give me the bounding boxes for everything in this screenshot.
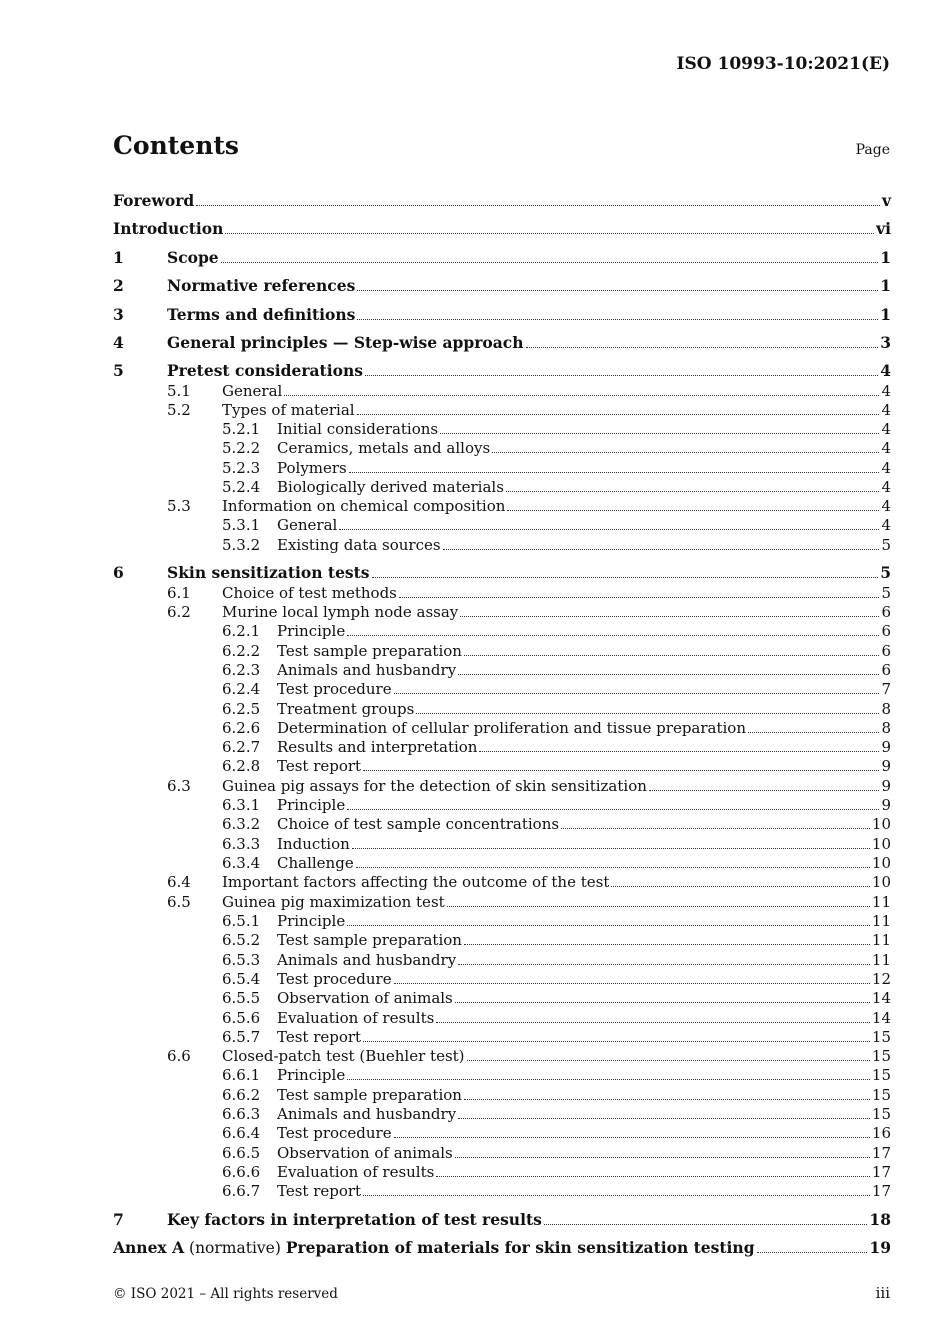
page-column-label: Page [855, 142, 890, 158]
toc-entry[interactable] [113, 603, 891, 621]
toc-entry-page: 14 [871, 989, 891, 1007]
dot-leader [464, 654, 880, 656]
toc-entry[interactable] [113, 1163, 891, 1181]
dot-leader [363, 769, 879, 771]
toc-entry[interactable] [113, 738, 891, 756]
dot-leader [748, 731, 879, 733]
dot-leader [458, 1117, 870, 1119]
toc-entry-page: 10 [871, 873, 891, 891]
dot-leader [196, 204, 880, 206]
toc-entry-number: 5.1 [167, 382, 191, 400]
toc-entry-number: 6.6 [167, 1047, 191, 1065]
toc-entry[interactable] [113, 1211, 891, 1229]
toc-entry-page: 8 [881, 719, 891, 737]
toc-entry[interactable] [113, 661, 891, 679]
toc-entry-title: Animals and husbandry [277, 1105, 457, 1123]
toc-entry-number: 5.2.3 [222, 459, 261, 477]
annex-title: Preparation of materials for skin sensitization testing [285, 1239, 755, 1257]
toc-entry-number: 6.6.2 [222, 1086, 261, 1104]
toc-entry[interactable] [113, 220, 891, 238]
dot-leader [507, 509, 879, 511]
toc-entry[interactable] [113, 893, 891, 911]
toc-entry[interactable] [113, 536, 891, 554]
toc-entry[interactable] [113, 277, 891, 295]
toc-entry-number: 6.5 [167, 893, 191, 911]
toc-entry-page: 4 [881, 478, 891, 496]
toc-entry-page: 15 [871, 1066, 891, 1084]
dot-leader [356, 866, 870, 868]
dot-leader [506, 490, 880, 492]
toc-entry-number: 6.6.3 [222, 1105, 261, 1123]
toc-entry[interactable] [113, 757, 891, 775]
toc-entry-page: 11 [871, 893, 891, 911]
toc-entry[interactable] [113, 1182, 891, 1200]
dot-leader [561, 827, 870, 829]
dot-leader [455, 1156, 870, 1158]
toc-entry-title: Skin sensitization tests [167, 564, 370, 582]
toc-entry[interactable] [113, 642, 891, 660]
toc-entry-page: 4 [881, 420, 891, 438]
dot-leader [284, 394, 879, 396]
toc-entry-title: Observation of animals [277, 1144, 453, 1162]
toc-entry[interactable] [113, 622, 891, 640]
dot-leader [221, 261, 879, 263]
toc-entry-page: 4 [881, 439, 891, 457]
toc-entry-title: Principle [277, 622, 346, 640]
toc-entry[interactable] [113, 873, 891, 891]
toc-entry-title: Results and interpretation [277, 738, 478, 756]
toc-entry-page: 1 [880, 248, 891, 267]
toc-entry[interactable] [113, 1066, 891, 1084]
dot-leader [394, 982, 870, 984]
toc-entry-title: Closed-patch test (Buehler test) [222, 1047, 465, 1065]
toc-entry-number: 6.2.5 [222, 700, 261, 718]
dot-leader [458, 673, 879, 675]
toc-entry-number: 2 [113, 276, 124, 295]
toc-entry-title: Important factors affecting the outcome of the test [222, 873, 610, 891]
toc-entry[interactable] [113, 777, 891, 795]
toc-entry-title: Terms and definitions [167, 306, 356, 324]
toc-entry-title: Animals and husbandry [277, 661, 457, 679]
dot-leader [394, 692, 880, 694]
toc-entry-number: 6.2.7 [222, 738, 261, 756]
toc-entry[interactable] [113, 1124, 891, 1142]
toc-entry[interactable] [113, 815, 891, 833]
toc-entry[interactable] [113, 192, 891, 210]
toc-entry[interactable] [113, 1009, 891, 1027]
toc-entry-title: Biologically derived materials [277, 478, 504, 496]
toc-entry-title [113, 1239, 755, 1257]
page-title: Contents [113, 131, 240, 160]
toc-entry[interactable] [113, 362, 891, 380]
toc-entry-title: Test procedure [277, 680, 392, 698]
toc-entry-page: v [881, 191, 891, 210]
toc-entry-number: 6.2.3 [222, 661, 261, 679]
toc-entry-page: 17 [871, 1144, 891, 1162]
toc-entry-number: 6.5.6 [222, 1009, 261, 1027]
toc-entry-number: 6.3.3 [222, 835, 261, 853]
toc-entry-page: 10 [871, 815, 891, 833]
dot-leader [611, 885, 870, 887]
toc-entry[interactable] [113, 478, 891, 496]
toc-entry[interactable] [113, 401, 891, 419]
toc-entry-page: 4 [881, 459, 891, 477]
toc-entry-number: 6.2.4 [222, 680, 261, 698]
toc-entry-page: 4 [880, 361, 891, 380]
toc-entry-title: General principles — Step-wise approach [167, 334, 524, 352]
toc-entry-page: 16 [871, 1124, 891, 1142]
dot-leader [399, 596, 880, 598]
dot-leader [349, 471, 880, 473]
toc-entry-number: 5.2.2 [222, 439, 261, 457]
dot-leader [492, 451, 879, 453]
toc-entry[interactable] [113, 439, 891, 457]
toc-entry[interactable] [113, 1047, 891, 1065]
toc-entry-number: 6.4 [167, 873, 191, 891]
toc-entry-title: Evaluation of results [277, 1009, 435, 1027]
toc-entry[interactable] [113, 1105, 891, 1123]
toc-entry-page: 11 [871, 912, 891, 930]
toc-entry-title: Induction [277, 835, 350, 853]
toc-entry-page: 9 [881, 796, 891, 814]
toc-entry-page: 6 [881, 603, 891, 621]
toc-entry[interactable] [113, 951, 891, 969]
toc-entry-page: 17 [871, 1163, 891, 1181]
toc-entry-number: 4 [113, 333, 124, 352]
toc-entry[interactable] [113, 700, 891, 718]
toc-entry-number: 6 [113, 563, 124, 582]
toc-entry-page: 4 [881, 516, 891, 534]
toc-entry-title: General [277, 516, 338, 534]
toc-entry-page: 1 [880, 305, 891, 324]
toc-entry[interactable] [113, 516, 891, 534]
toc-entry-number: 6.3.2 [222, 815, 261, 833]
document-id: ISO 10993-10:2021(E) [676, 54, 890, 74]
dot-leader [225, 232, 874, 234]
toc-entry-number: 6.3.1 [222, 796, 261, 814]
toc-entry-title: Test report [277, 1182, 362, 1200]
toc-entry-page: 9 [881, 777, 891, 795]
toc-entry-title: Existing data sources [277, 536, 441, 554]
toc-entry-page: 11 [871, 931, 891, 949]
toc-entry-title: Information on chemical composition [222, 497, 506, 515]
toc-entry-page: 17 [871, 1182, 891, 1200]
toc-entry-page: 15 [871, 1086, 891, 1104]
toc-entry-number: 6.6.5 [222, 1144, 261, 1162]
toc-entry-page: 19 [869, 1238, 891, 1257]
toc-entry-number: 1 [113, 248, 124, 267]
toc-entry-title: Treatment groups [277, 700, 415, 718]
toc-entry-page: 4 [881, 401, 891, 419]
toc-entry-number: 6.6.6 [222, 1163, 261, 1181]
toc-entry-title: Polymers [277, 459, 347, 477]
toc-entry-number: 6.6.1 [222, 1066, 261, 1084]
toc-entry-number: 6.5.2 [222, 931, 261, 949]
toc-entry-title: Determination of cellular proliferation and tissue preparation [277, 719, 746, 737]
toc-entry-page: 4 [881, 382, 891, 400]
toc-entry-page: 9 [881, 738, 891, 756]
toc-entry-page: 15 [871, 1028, 891, 1046]
dot-leader [649, 789, 880, 791]
toc-entry-title: Evaluation of results [277, 1163, 435, 1181]
dot-leader [436, 1175, 870, 1177]
toc-entry-number: 5.3 [167, 497, 191, 515]
toc-entry-title: Test report [277, 757, 362, 775]
toc-entry-page: 5 [881, 536, 891, 554]
toc-entry-title: Test sample preparation [277, 642, 462, 660]
toc-entry[interactable] [113, 719, 891, 737]
toc-entry[interactable] [113, 989, 891, 1007]
toc-entry[interactable] [113, 1086, 891, 1104]
dot-leader [455, 1001, 870, 1003]
toc-entry-page: 10 [871, 854, 891, 872]
toc-entry[interactable] [113, 306, 891, 324]
dot-leader [347, 924, 870, 926]
dot-leader [467, 1059, 870, 1061]
toc-entry[interactable] [113, 564, 891, 582]
toc-entry-title: Normative references [167, 277, 356, 295]
toc-entry-number: 6.1 [167, 584, 191, 602]
dot-leader [443, 548, 880, 550]
toc-entry-page: 4 [881, 497, 891, 515]
toc-entry-number: 7 [113, 1210, 124, 1229]
toc-entry-title: Pretest considerations [167, 362, 363, 380]
toc-entry-page: 6 [881, 661, 891, 679]
toc-entry-page: 5 [880, 563, 891, 582]
toc-entry-title: Principle [277, 796, 346, 814]
dot-leader [365, 374, 878, 376]
dot-leader [464, 943, 870, 945]
toc-entry-number: 6.3 [167, 777, 191, 795]
annex-type: (normative) [184, 1239, 286, 1257]
dot-leader [363, 1040, 870, 1042]
toc-entry-title: Principle [277, 1066, 346, 1084]
toc-entry-page: 11 [871, 951, 891, 969]
dot-leader [460, 615, 879, 617]
dot-leader [347, 1078, 870, 1080]
toc-entry-page: 10 [871, 835, 891, 853]
dot-leader [416, 712, 879, 714]
dot-leader [357, 413, 880, 415]
toc-entry-page: 8 [881, 700, 891, 718]
copyright-notice: © ISO 2021 – All rights reserved [113, 1286, 338, 1302]
toc-entry-number: 6.2.6 [222, 719, 261, 737]
dot-leader [464, 1098, 870, 1100]
toc-entry-number: 6.5.7 [222, 1028, 261, 1046]
toc-entry-page: 18 [869, 1210, 891, 1229]
toc-entry-number: 5.3.1 [222, 516, 261, 534]
toc-entry-number: 6.2 [167, 603, 191, 621]
toc-entry[interactable] [113, 854, 891, 872]
toc-entry[interactable] [113, 420, 891, 438]
toc-entry-number: 6.2.2 [222, 642, 261, 660]
annex-label: Annex A [113, 1239, 185, 1257]
toc-entry-number: 3 [113, 305, 124, 324]
toc-entry-title: Ceramics, metals and alloys [277, 439, 491, 457]
toc-entry-title: Guinea pig assays for the detection of skin sensitization [222, 777, 647, 795]
toc-entry-title: Test sample preparation [277, 1086, 462, 1104]
toc-entry-number: 6.5.3 [222, 951, 261, 969]
toc-entry-title: Observation of animals [277, 989, 453, 1007]
toc-entry[interactable] [113, 249, 891, 267]
dot-leader [339, 528, 879, 530]
toc-entry-number: 6.6.4 [222, 1124, 261, 1142]
toc-entry-title: Foreword [113, 192, 195, 210]
dot-leader [479, 750, 879, 752]
toc-entry[interactable] [113, 796, 891, 814]
page-number: iii [875, 1284, 890, 1302]
dot-leader [357, 318, 878, 320]
toc-entry-page: 6 [881, 642, 891, 660]
toc-entry[interactable] [113, 497, 891, 515]
toc-entry-number: 5.3.2 [222, 536, 261, 554]
toc-entry-title: Initial considerations [277, 420, 439, 438]
toc-entry-title: Test report [277, 1028, 362, 1046]
toc-entry-number: 6.6.7 [222, 1182, 261, 1200]
toc-entry-title: Choice of test sample concentrations [277, 815, 560, 833]
toc-entry-page: 15 [871, 1105, 891, 1123]
toc-entry-page: 15 [871, 1047, 891, 1065]
dot-leader [436, 1021, 870, 1023]
toc-entry[interactable] [113, 1144, 891, 1162]
toc-entry-title: Challenge [277, 854, 354, 872]
dot-leader [357, 289, 878, 291]
toc-entry[interactable] [113, 680, 891, 698]
toc-entry-title: Murine local lymph node assay [222, 603, 459, 621]
toc-entry[interactable] [113, 584, 891, 602]
toc-entry-page: 1 [880, 276, 891, 295]
dot-leader [526, 346, 879, 348]
toc-entry-number: 6.3.4 [222, 854, 261, 872]
dot-leader [347, 808, 879, 810]
dot-leader [347, 634, 879, 636]
toc-entry-title: Choice of test methods [222, 584, 397, 602]
toc-entry-title: Scope [167, 249, 219, 267]
toc-entry-page: 6 [881, 622, 891, 640]
dot-leader [447, 905, 870, 907]
toc-entry-page: 12 [871, 970, 891, 988]
toc-entry-title: Introduction [113, 220, 224, 238]
toc-entry-title: Guinea pig maximization test [222, 893, 445, 911]
toc-entry-number: 6.2.8 [222, 757, 261, 775]
toc-entry[interactable] [113, 931, 891, 949]
dot-leader [372, 576, 879, 578]
toc-entry[interactable] [113, 970, 891, 988]
toc-entry-title: Key factors in interpretation of test results [167, 1211, 542, 1229]
toc-entry-page: vi [876, 219, 891, 238]
toc-entry-page: 3 [880, 333, 891, 352]
toc-entry-number: 6.5.4 [222, 970, 261, 988]
toc-entry-number: 6.2.1 [222, 622, 261, 640]
toc-entry[interactable] [113, 382, 891, 400]
toc-entry-number: 5.2.4 [222, 478, 261, 496]
toc-entry[interactable] [113, 835, 891, 853]
toc-entry-title: Test procedure [277, 1124, 392, 1142]
dot-leader [544, 1223, 868, 1225]
toc-entry-title: Types of material [222, 401, 355, 419]
toc-entry-number: 5.2 [167, 401, 191, 419]
dot-leader [352, 847, 870, 849]
toc-entry[interactable] [113, 1239, 891, 1257]
toc-entry[interactable] [113, 1028, 891, 1046]
toc-entry-number: 5 [113, 361, 124, 380]
toc-entry-page: 5 [881, 584, 891, 602]
toc-entry-title: Test procedure [277, 970, 392, 988]
toc-entry-page: 14 [871, 1009, 891, 1027]
toc-entry[interactable] [113, 459, 891, 477]
toc-entry-number: 6.5.5 [222, 989, 261, 1007]
dot-leader [394, 1136, 870, 1138]
dot-leader [363, 1194, 870, 1196]
toc-entry[interactable] [113, 334, 891, 352]
dot-leader [458, 963, 870, 965]
toc-entry-title: General [222, 382, 283, 400]
toc-entry-page: 9 [881, 757, 891, 775]
toc-entry-page: 7 [881, 680, 891, 698]
toc-entry-title: Principle [277, 912, 346, 930]
toc-entry[interactable] [113, 912, 891, 930]
toc-entry-title: Animals and husbandry [277, 951, 457, 969]
dot-leader [440, 432, 879, 434]
toc-entry-number: 5.2.1 [222, 420, 261, 438]
toc-entry-number: 6.5.1 [222, 912, 261, 930]
dot-leader [757, 1251, 868, 1253]
toc-entry-title: Test sample preparation [277, 931, 462, 949]
